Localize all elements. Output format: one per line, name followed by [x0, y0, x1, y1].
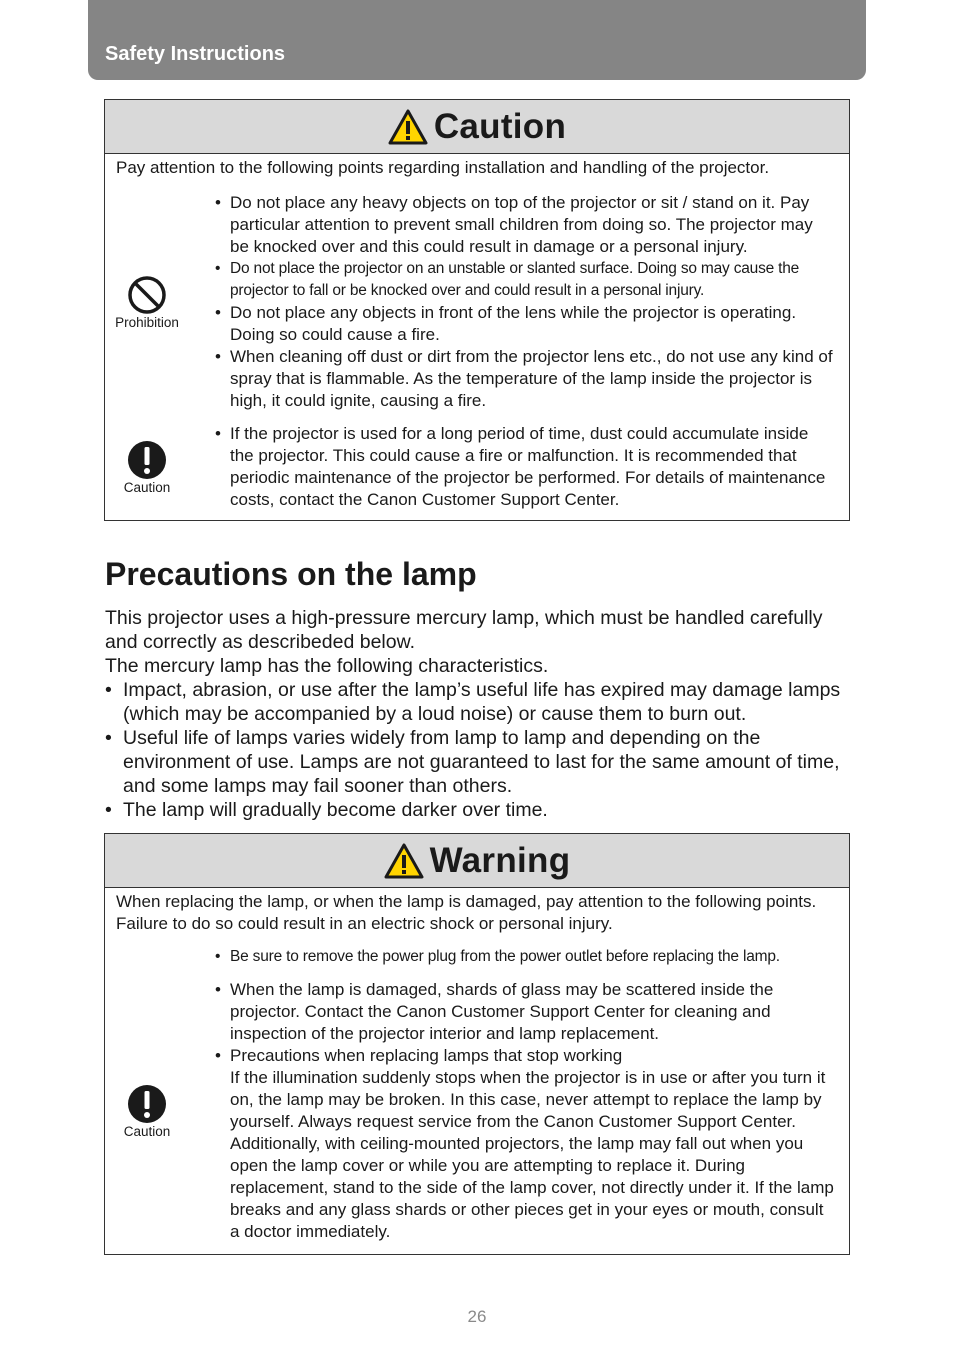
warning-triangle-icon	[388, 109, 428, 145]
section-title: Precautions on the lamp	[105, 556, 477, 592]
list-item: • When the lamp is damaged, shards of glass may be scattered inside the projector. Contact the Canon Customer Support Center for cleaning and inspection of the projector interior and lamp replacement.	[215, 979, 835, 1045]
warning-box	[104, 833, 850, 1255]
caution-box-title: Caution	[433, 106, 567, 146]
caution-icon-col	[105, 440, 189, 495]
prohibition-icon	[127, 275, 167, 315]
list-item-body: If the illumination suddenly stops when the projector is in use or after you turn it on, the lamp may be broken. In this case, never attempt to replace the lamp by yourself. Always request service from the Canon Customer Support Center. Additionally, with ceiling-mounted projectors, the lamp may fall out when you open the lamp cover or while you are attempting to replace it. During replacement, stand to the side of the lamp cover, not directly under it. If the lamp breaks and any glass shards or other pieces get in your eyes or mouth, consult a doctor immediately.	[230, 1068, 834, 1241]
paragraph: This projector uses a high-pressure mercury lamp, which must be handled carefully and correctly as describeded below.	[105, 607, 823, 653]
warning-triangle-icon	[384, 843, 424, 879]
exclamation-icon	[127, 1084, 167, 1124]
characteristics-list	[105, 678, 855, 822]
caution-icon-label: Caution	[123, 1123, 171, 1139]
caution-box	[104, 99, 850, 521]
caution-icon-col	[105, 1084, 189, 1139]
caution-list	[189, 423, 849, 511]
list-item: • Impact, abrasion, or use after the lamp’s useful life has expired may damage lamps (which may be accompanied by a loud noise) or cause them to burn out.	[105, 678, 855, 726]
list-item: • If the projector is used for a long period of time, dust could accumulate inside the projector. This could cause a fire or malfunction. It is recommended that periodic maintenance of the projector be performed. For details of maintenance costs, contact the Canon Customer Support Center.	[215, 423, 835, 511]
list-item: • Do not place any heavy objects on top of the projector or sit / stand on it. Pay particular attention to prevent small children from doing so. The projector may be knocked over and this could result in damage or a personal injury.	[215, 192, 835, 258]
page-number: 26	[467, 1307, 487, 1326]
list-item: • Do not place any objects in front of the lens while the projector is operating. Doing so could cause a fire.	[215, 302, 835, 346]
prohibition-group	[105, 192, 849, 412]
list-item	[215, 1045, 835, 1243]
warning-box-header	[105, 834, 849, 888]
list-item: • The lamp will gradually become darker over time.	[105, 798, 855, 822]
warning-box-intro: When replacing the lamp, or when the lamp is damaged, pay attention to the following points. Failure to do so could result in an electric shock or personal injury.	[116, 892, 817, 933]
warning-box-title: Warning	[429, 840, 571, 880]
prohibition-icon-label: Prohibition	[115, 314, 179, 330]
list-item: • Useful life of lamps varies widely from lamp to lamp and depending on the environment of use. Lamps are not guaranteed to last for the same amount of time, and some lamps may fail sooner than others.	[105, 726, 855, 798]
caution-box-header	[105, 100, 849, 154]
caution-group	[105, 423, 849, 511]
exclamation-icon	[127, 440, 167, 480]
warning-caution-group	[105, 979, 849, 1243]
header-label: Safety Instructions	[105, 43, 286, 65]
list-item-heading: • Precautions when replacing lamps that stop working	[230, 1046, 623, 1065]
plain-group	[105, 946, 849, 968]
section-body	[105, 606, 855, 822]
list-item: • Do not place the projector on an unstable or slanted surface. Doing so may cause the projector to fall or be knocked over and could result in a personal injury.	[215, 258, 835, 302]
caution-icon-label: Caution	[123, 479, 171, 495]
prohibition-icon-col	[105, 275, 189, 330]
list-item: • When cleaning off dust or dirt from the projector lens etc., do not use any kind of spray that is flammable. As the temperature of the lamp inside the projector is high, it could ignite, causing a fire.	[215, 346, 835, 412]
plain-list	[189, 946, 849, 968]
warning-caution-list	[189, 979, 849, 1243]
caution-box-intro: Pay attention to the following points regarding installation and handling of the projector.	[116, 158, 770, 177]
prohibition-list	[189, 192, 849, 412]
header-tab	[88, 0, 866, 80]
paragraph: The mercury lamp has the following characteristics.	[105, 655, 549, 677]
list-item: • Be sure to remove the power plug from the power outlet before replacing the lamp.	[215, 946, 835, 968]
